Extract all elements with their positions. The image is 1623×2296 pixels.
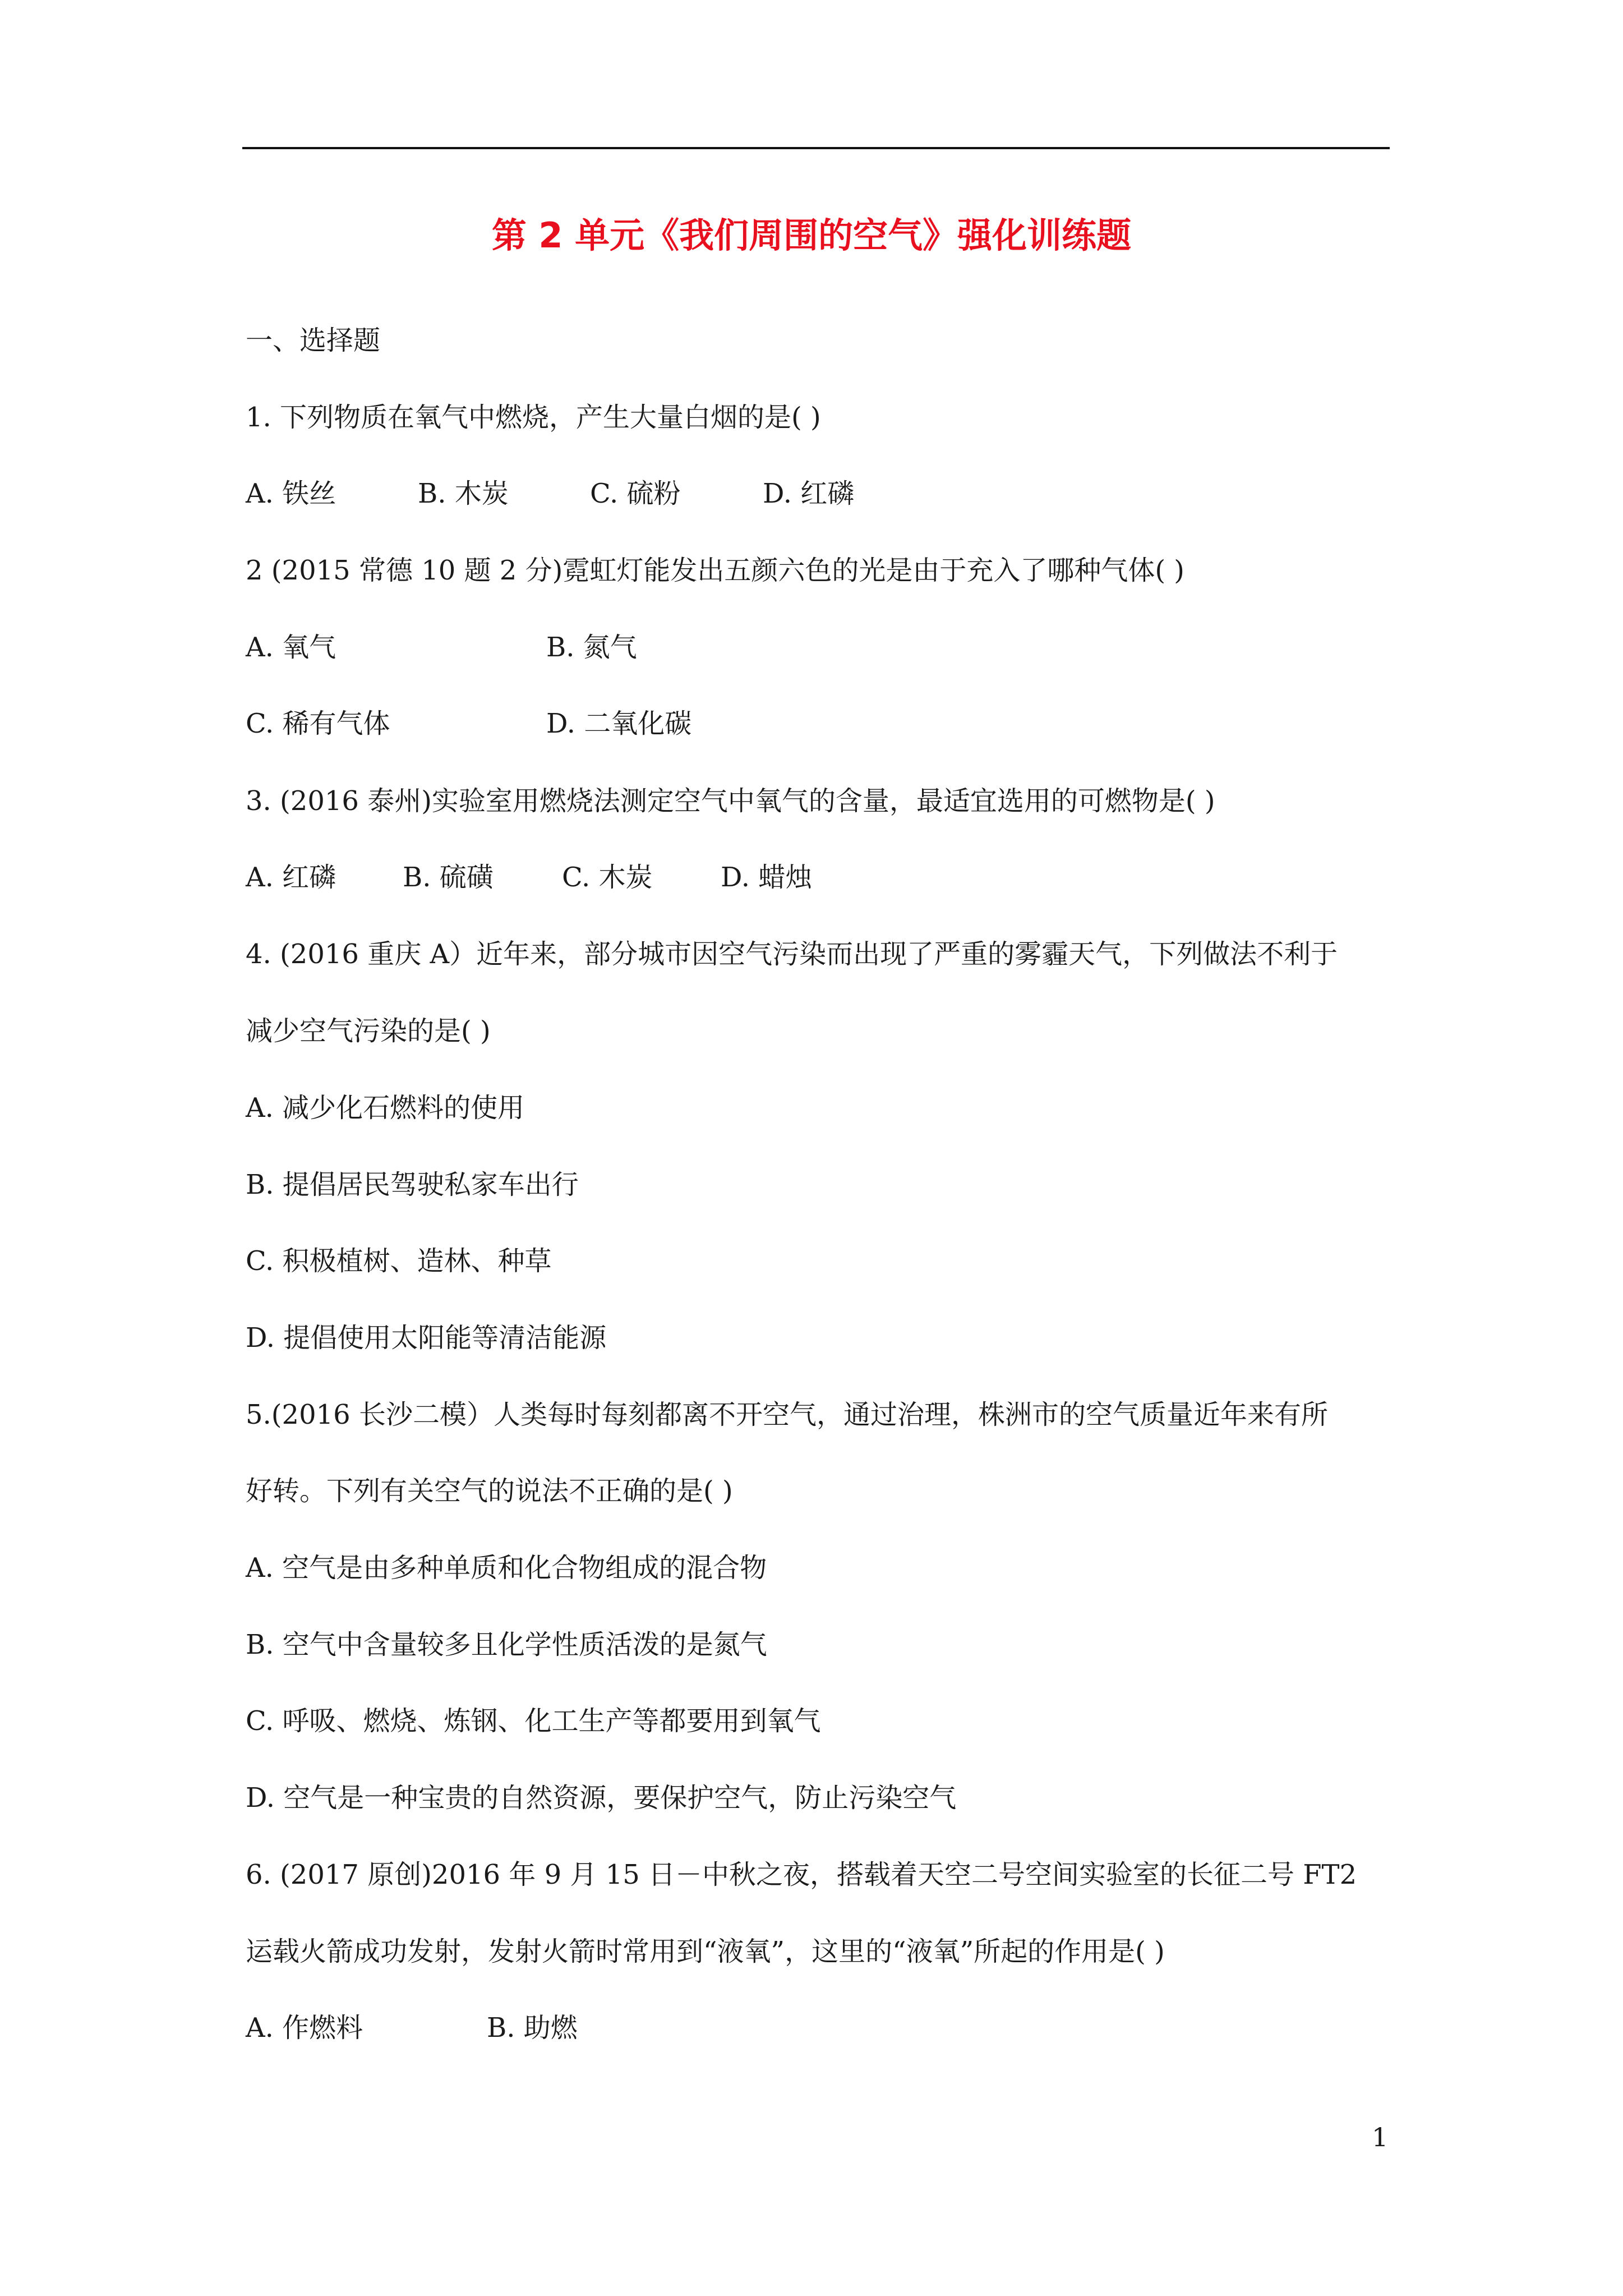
question-2-option-a: A. 氧气 bbox=[246, 632, 336, 663]
question-2-option-d: D. 二氧化碳 bbox=[546, 708, 692, 739]
page-number: 1 bbox=[1372, 2122, 1389, 2152]
question-4-option-c: C. 积极植树、造林、种草 bbox=[246, 1245, 552, 1277]
question-1-option-b: B. 木炭 bbox=[418, 478, 509, 509]
question-6-stem-line-2: 运载火箭成功发射，发射火箭时常用到“液氧”，这里的“液氧”所起的作用是( ) bbox=[246, 1936, 1165, 1967]
question-1-option-a: A. 铁丝 bbox=[246, 478, 336, 509]
question-3-option-a: A. 红磷 bbox=[246, 862, 336, 893]
question-5-option-c: C. 呼吸、燃烧、炼钢、化工生产等都要用到氧气 bbox=[246, 1705, 821, 1737]
question-3-option-d: D. 蜡烛 bbox=[721, 862, 813, 893]
question-5-option-b: B. 空气中含量较多且化学性质活泼的是氮气 bbox=[246, 1629, 767, 1660]
question-6-stem-line-1: 6. (2017 原创)2016 年 9 月 15 日－中秋之夜，搭载着天空二号空间实验室的长征二号 FT2 bbox=[246, 1859, 1357, 1890]
section-heading: 一、选择题 bbox=[246, 325, 381, 356]
question-4-option-a: A. 减少化石燃料的使用 bbox=[246, 1092, 525, 1124]
question-3-stem: 3. (2016 泰州)实验室用燃烧法测定空气中氧气的含量，最适宜选用的可燃物是( ) bbox=[246, 785, 1215, 817]
question-6-option-b: B. 助燃 bbox=[487, 2012, 578, 2044]
question-1-option-c: C. 硫粉 bbox=[590, 478, 681, 509]
question-3-option-c: C. 木炭 bbox=[562, 862, 653, 893]
question-1-stem: 1. 下列物质在氧气中燃烧，产生大量白烟的是( ) bbox=[246, 402, 821, 433]
question-2-stem: 2 (2015 常德 10 题 2 分)霓虹灯能发出五颜六色的光是由于充入了哪种气体( ) bbox=[246, 555, 1185, 586]
question-5-stem-line-2: 好转。下列有关空气的说法不正确的是( ) bbox=[246, 1475, 733, 1507]
question-5-stem-line-1: 5.(2016 长沙二模）人类每时每刻都离不开空气，通过治理，株洲市的空气质量近年来有所 bbox=[246, 1399, 1328, 1430]
document-title: 第 2 单元《我们周围的空气》强化训练题 bbox=[491, 215, 1132, 256]
question-4-option-d: D. 提倡使用太阳能等清洁能源 bbox=[246, 1322, 607, 1354]
question-3-option-b: B. 硫磺 bbox=[403, 862, 494, 893]
question-1-option-d: D. 红磷 bbox=[763, 478, 855, 509]
question-4-stem-line-1: 4. (2016 重庆 A）近年来，部分城市因空气污染而出现了严重的雾霾天气，下列做法不利于 bbox=[246, 938, 1338, 970]
header-rule bbox=[242, 147, 1390, 149]
question-2-option-c: C. 稀有气体 bbox=[246, 708, 390, 739]
question-5-option-a: A. 空气是由多种单质和化合物组成的混合物 bbox=[246, 1552, 767, 1584]
question-5-option-d: D. 空气是一种宝贵的自然资源，要保护空气，防止污染空气 bbox=[246, 1782, 957, 1814]
question-6-option-a: A. 作燃料 bbox=[246, 2012, 363, 2044]
question-4-stem-line-2: 减少空气污染的是( ) bbox=[246, 1015, 491, 1047]
question-4-option-b: B. 提倡居民驾驶私家车出行 bbox=[246, 1169, 579, 1200]
question-2-option-b: B. 氮气 bbox=[546, 632, 637, 663]
